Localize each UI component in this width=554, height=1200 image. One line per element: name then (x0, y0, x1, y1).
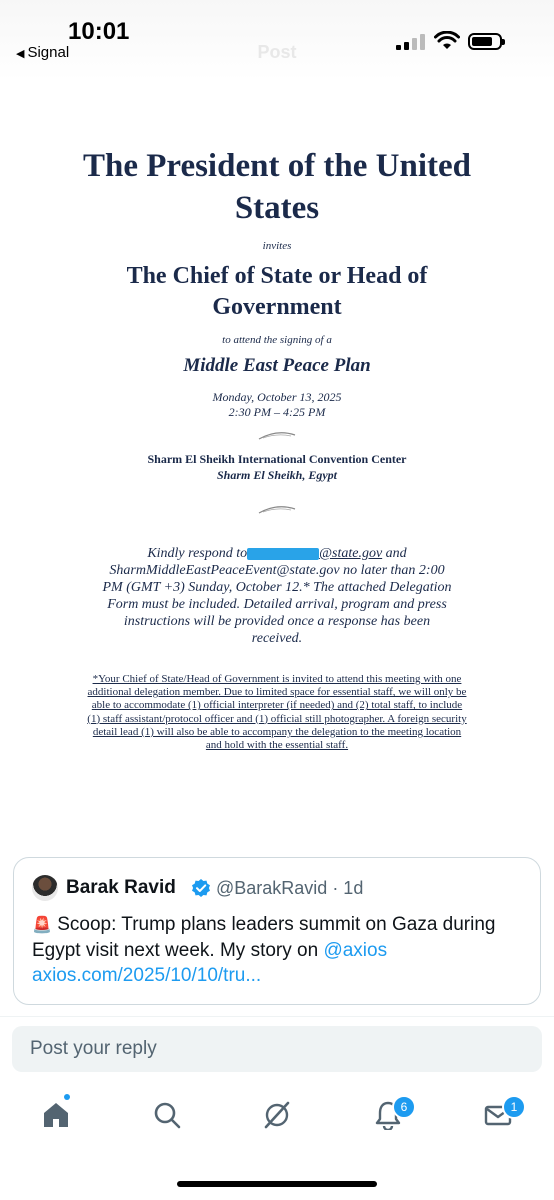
avatar[interactable] (32, 875, 58, 901)
search-icon (152, 1100, 182, 1130)
status-bar (0, 0, 554, 80)
new-posts-dot (64, 1094, 70, 1100)
tab-search[interactable] (137, 1090, 197, 1146)
divider-flourish-icon (257, 505, 297, 515)
wifi-icon (434, 31, 460, 51)
invitation-event: Middle East Peace Plan (183, 355, 371, 376)
battery-icon (468, 33, 502, 50)
verified-badge-icon (191, 878, 211, 898)
reply-input[interactable] (12, 1026, 520, 1072)
invitation-invites: invites (262, 240, 292, 252)
invitation-venue: Sharm El Sheikh International Convention Center (147, 452, 407, 466)
bottom-tab-bar (0, 1090, 554, 1150)
tab-grok[interactable] (247, 1090, 307, 1146)
invitation-attend: to attend the signing of a (222, 334, 332, 346)
divider-flourish-icon (257, 431, 297, 441)
rsvp-body: SharmMiddleEastPeaceEvent@state.gov no later than 2:00 PM (GMT +3) Sunday, October 12.* The attached Delegation Form must be included. Detailed arrival, program and press instructions will be provided once a response has been received. (102, 563, 452, 646)
article-link[interactable]: axios.com/2025/10/10/tru... (32, 965, 262, 986)
page-title: Post (257, 42, 297, 62)
notifications-badge: 6 (392, 1095, 416, 1119)
home-icon (41, 1100, 71, 1130)
invitation-note: *Your Chief of State/Head of Government is invited to attend this meeting with one additional delegation member. Due to limited space for essential staff, we will only be able to accommodate (1) official interpreter (if needed) and (2) total staff, to include (1) staff assistant/protocol officer and (1) official still photographer. A foreign security detail lead (1) will also be able to accompany the delegation to the meeting location and hold with the essential staff. (87, 673, 467, 752)
home-indicator[interactable] (177, 1181, 377, 1187)
divider (0, 1016, 554, 1017)
back-arrow-icon: ◀ (16, 48, 25, 60)
invitation-city: Sharm El Sheikh, Egypt (216, 468, 338, 482)
post-body: Scoop: Trump plans leaders summit on Gaza during Egypt visit next week. My story on (32, 914, 496, 961)
cellular-signal-icon (396, 34, 428, 50)
invitation-rsvp (98, 545, 456, 647)
tab-home[interactable] (26, 1090, 86, 1146)
grok-icon (262, 1100, 292, 1130)
mention-link[interactable]: @axios (323, 940, 388, 961)
author-name: Barak Ravid (66, 877, 176, 898)
siren-icon: 🚨 (32, 917, 52, 934)
status-time: 10:01 (68, 18, 130, 45)
rsvp-domain: @state.gov (319, 546, 383, 561)
reply-box[interactable] (12, 1026, 542, 1072)
rsvp-and: and (382, 546, 407, 561)
back-app-label: Signal (27, 44, 70, 61)
redacted-email-block (247, 548, 319, 560)
invitation-recipient: The Chief of State or Head of Government (126, 263, 428, 320)
quoted-post-card[interactable] (13, 857, 541, 1005)
rsvp-lead: Kindly respond to (147, 546, 248, 561)
author-handle: @BarakRavid · 1d (216, 878, 364, 898)
quoted-post-text (32, 912, 527, 988)
invitation-date: Monday, October 13, 2025 (212, 390, 342, 404)
tab-messages[interactable] (468, 1090, 528, 1146)
messages-badge: 1 (502, 1095, 526, 1119)
tab-notifications[interactable] (358, 1090, 418, 1146)
invitation-title: The President of the United States (82, 148, 472, 226)
invitation-time-range: 2:30 PM – 4:25 PM (228, 405, 326, 419)
invitation-image[interactable] (0, 85, 554, 845)
